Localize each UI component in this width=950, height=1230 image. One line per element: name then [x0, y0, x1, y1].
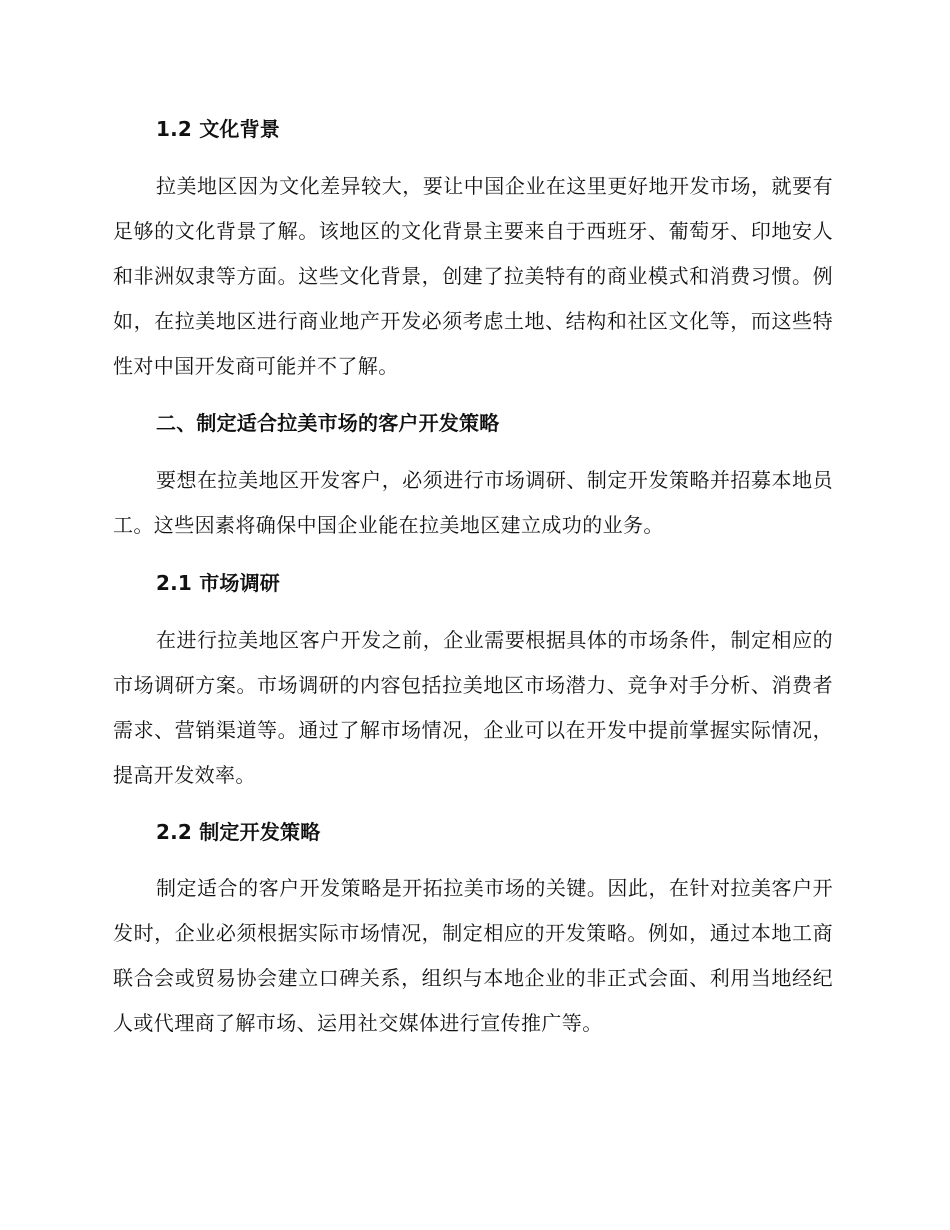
paragraph-strategy — [113, 458, 833, 548]
paragraph-market-research — [113, 618, 833, 798]
paragraph-text: 在进行拉美地区客户开发之前，企业需要根据具体的市场条件，制定相应的市场调研方案。市场调研的内容包括拉美地区市场潜力、竞争对手分析、消费者需求、营销渠道等。通过了解市场情况，企业可以在开发中提前掌握实际情况，提高开发效率。 — [113, 628, 833, 787]
section-heading-culture: 1.2 文化背景 — [156, 117, 280, 141]
paragraph-text: 制定适合的客户开发策略是开拓拉美市场的关键。因此，在针对拉美客户开发时，企业必须根据实际市场情况，制定相应的开发策略。例如，通过本地工商联合会或贸易协会建立口碑关系，组织与本地企业的非正式会面、利用当地经纪人或代理商了解市场、运用社交媒体进行宣传推广等。 — [113, 876, 833, 1035]
paragraph-development-strategy — [113, 866, 833, 1046]
paragraph-text: 拉美地区因为文化差异较大，要让中国企业在这里更好地开发市场，就要有足够的文化背景了解。该地区的文化背景主要来自于西班牙、葡萄牙、印地安人和非洲奴隶等方面。这些文化背景，创建了拉美特有的商业模式和消费习惯。例如，在拉美地区进行商业地产开发必须考虑土地、结构和社区文化等，而这些特性对中国开发商可能并不了解。 — [113, 174, 833, 378]
paragraph-text: 要想在拉美地区开发客户，必须进行市场调研、制定开发策略并招募本地员工。这些因素将确保中国企业能在拉美地区建立成功的业务。 — [113, 468, 833, 537]
paragraph-culture — [113, 164, 833, 389]
section-heading-development-strategy: 2.2 制定开发策略 — [156, 820, 321, 844]
section-heading-strategy: 二、制定适合拉美市场的客户开发策略 — [156, 411, 500, 435]
section-heading-market-research: 2.1 市场调研 — [156, 571, 280, 595]
